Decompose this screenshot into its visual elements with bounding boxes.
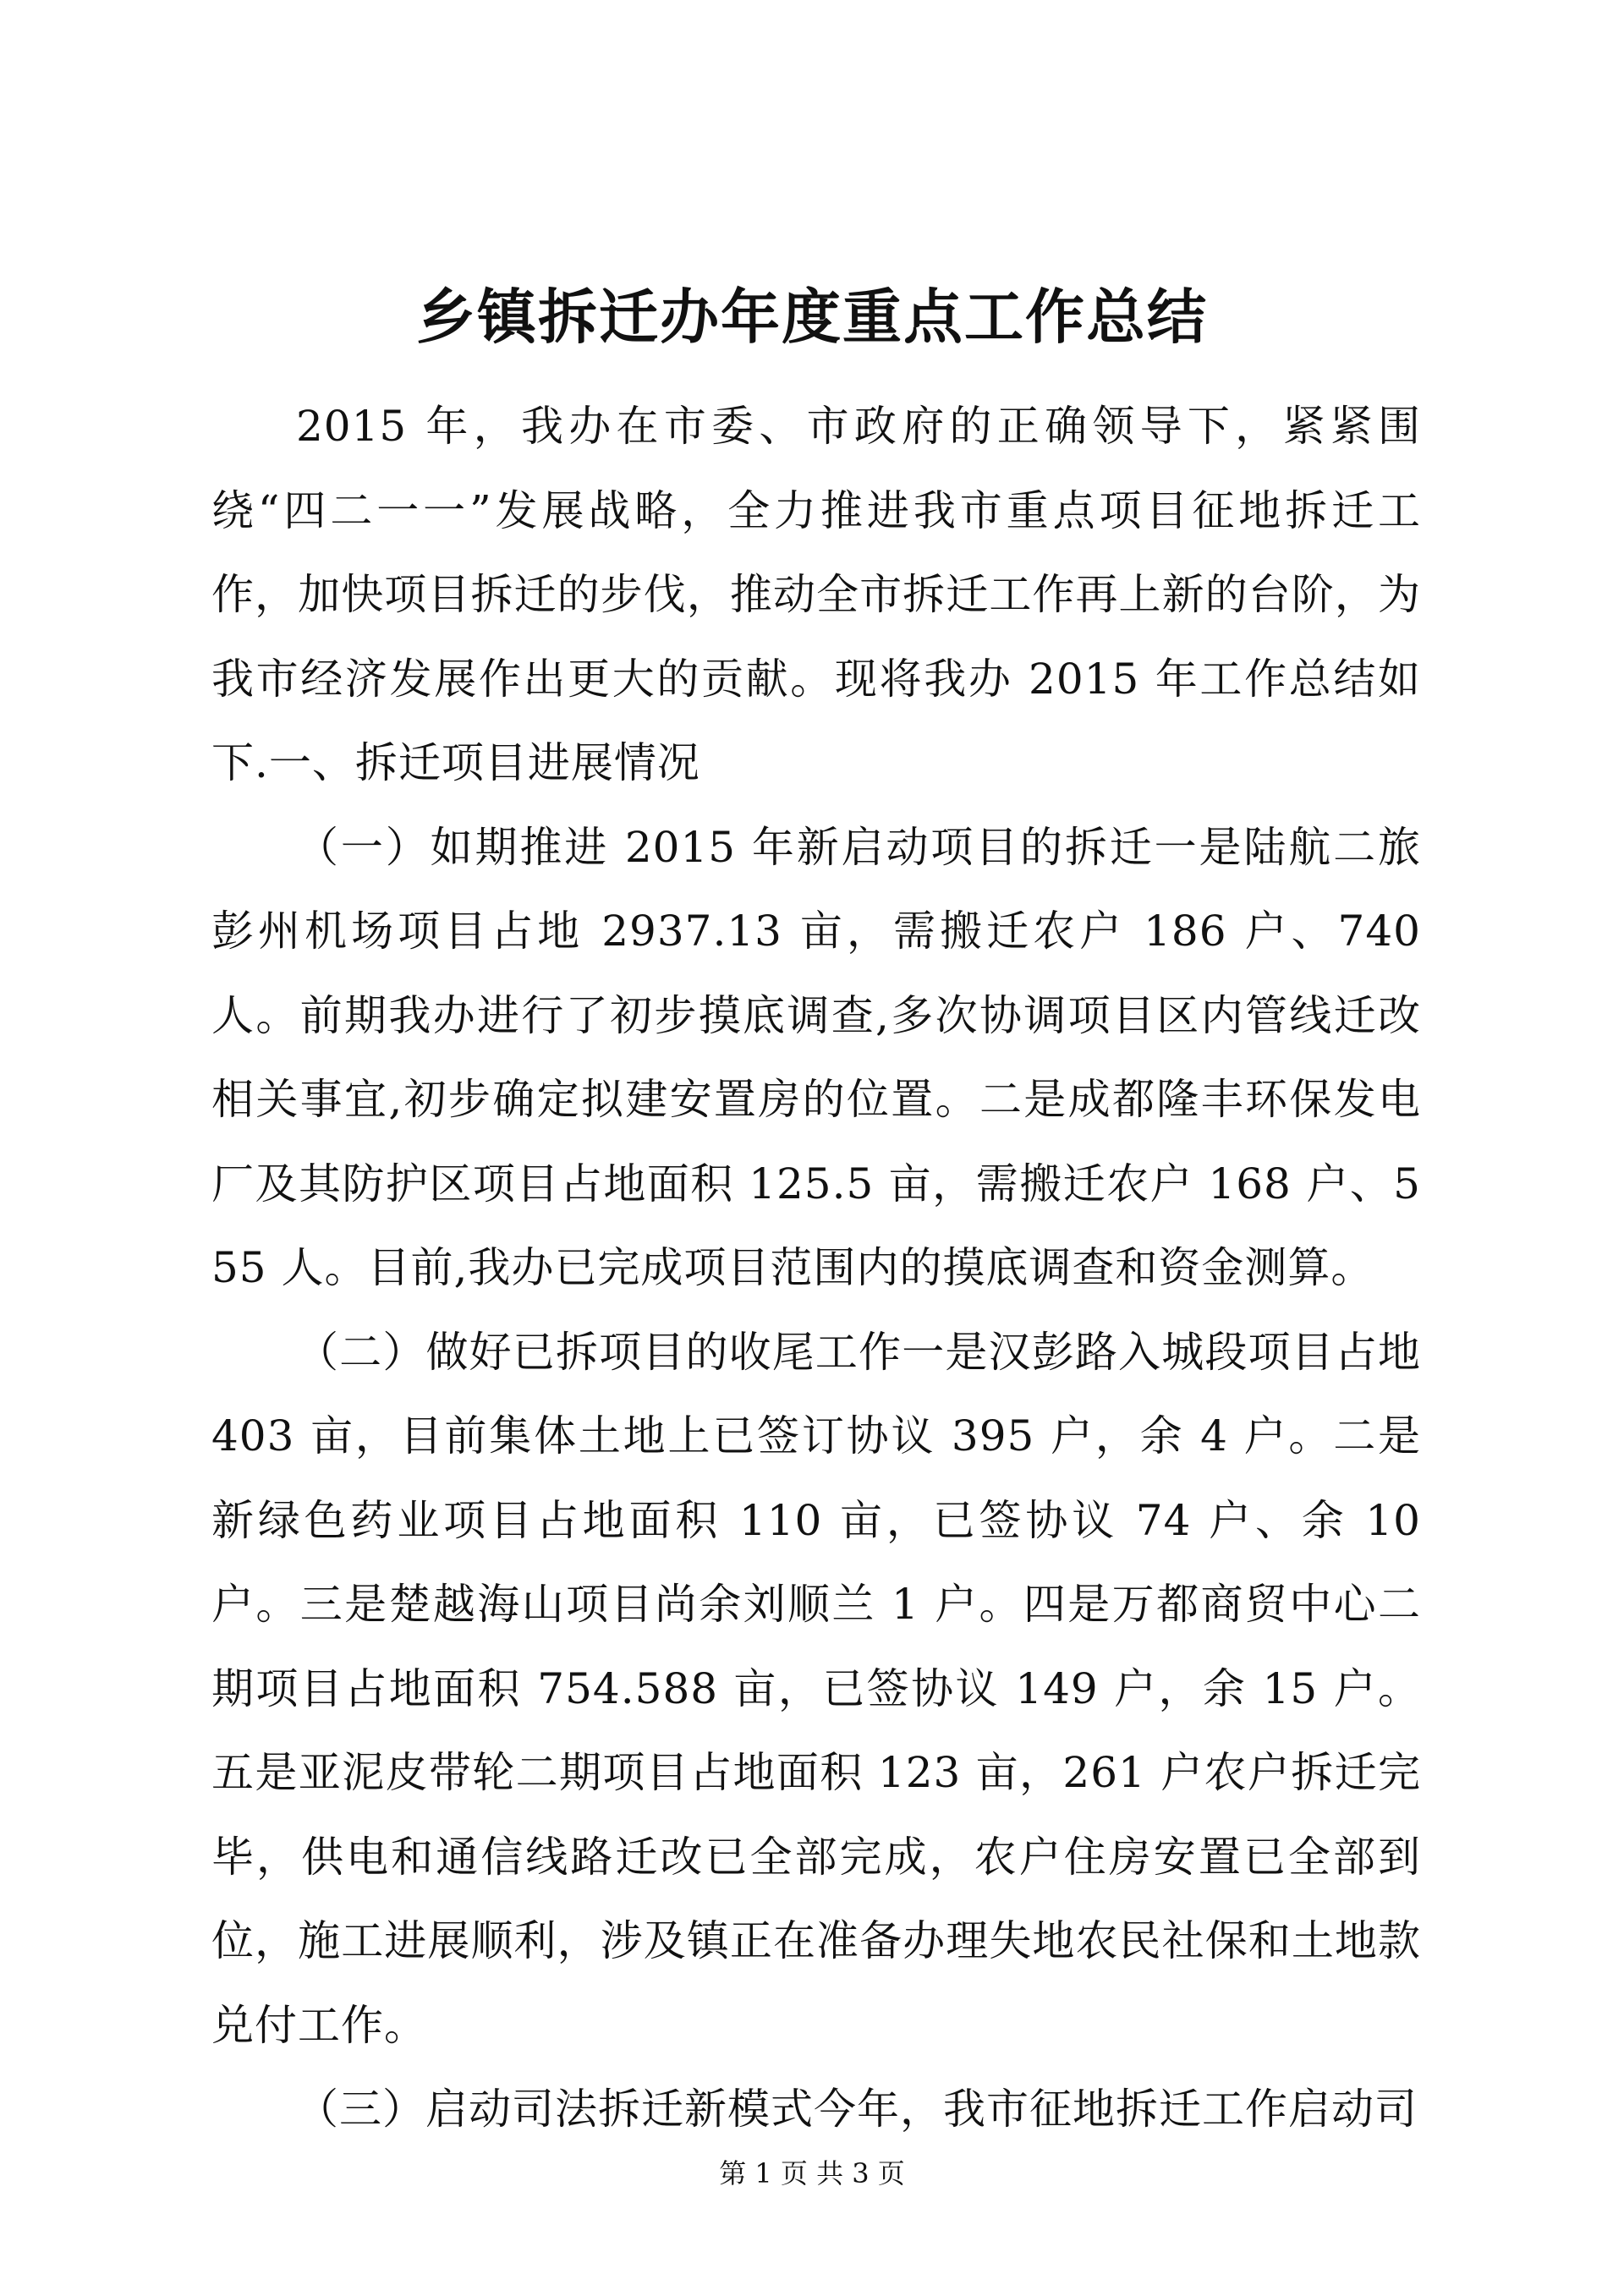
paragraph-section-1: （一）如期推进 2015 年新启动项目的拆迁一是陆航二旅彭州机场项目占地 2937.13 亩，需搬迁农户 186 户、740 人。前期我办进行了初步摸底调查,多次协调项目区内管线迁改相关事宜,初步确定拟建安置房的位置。二是成都隆丰环保发电厂及其防护区项目占地面积 125.5 亩，需搬迁农户 168 户、555 人。目前,我办已完成项目范围内的摸底调查和资金测算。: [211, 822, 1421, 1292]
paragraph-section-3: （三）启动司法拆迁新模式今年，我市征地拆迁工作启动司: [296, 2085, 1418, 2134]
page-number-footer: 第 1 页 共 3 页: [719, 2157, 905, 2189]
document-body: [211, 385, 1421, 2152]
paragraph-section-2: （二）做好已拆项目的收尾工作一是汉彭路入城段项目占地 403 亩，目前集体土地上已签订协议 395 户，余 4 户。二是新绿色药业项目占地面积 110 亩，已签协议 74 户、余 10 户。三是楚越海山项目尚余刘顺兰 1 户。四是万都商贸中心二期项目占地面积 754.588 亩，已签协议 149 户，余 15 户。五是亚泥皮带轮二期项目占地面积 123 亩，261 户农户拆迁完毕，供电和通信线路迁改已全部完成，农户住房安置已全部到位，施工进展顺利，涉及镇正在准备办理失地农民社保和土地款兑付工作。: [211, 1327, 1421, 2050]
document-title: 乡镇拆迁办年度重点工作总结: [416, 282, 1208, 352]
paragraph-intro: 2015 年，我办在市委、市政府的正确领导下，紧紧围绕“四二一一”发展战略，全力推进我市重点项目征地拆迁工作，加快项目拆迁的步伐，推动全市拆迁工作再上新的台阶，为我市经济发展作出更大的贡献。现将我办 2015 年工作总结如下.一、拆迁项目进展情况: [211, 402, 1421, 787]
